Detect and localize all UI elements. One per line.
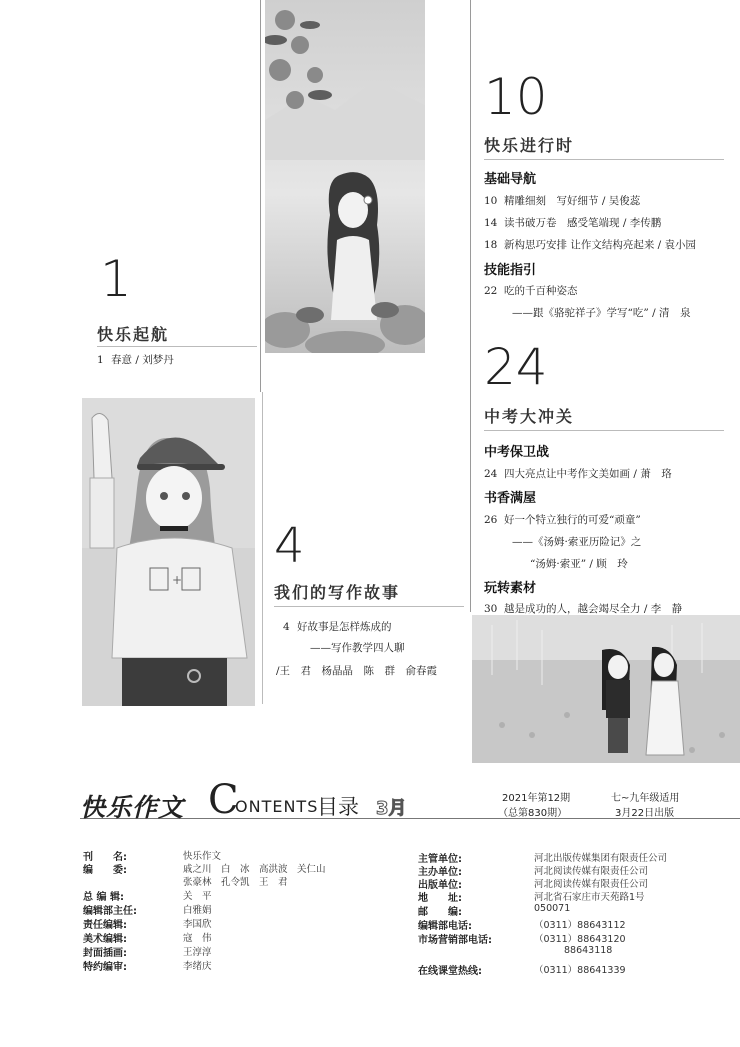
credit-value: 快乐作文 [183,851,222,862]
entry-title: 吃的千百种姿态 [504,285,578,297]
contents-big-c: C [208,777,239,823]
group-title-wanzhuansucai: 玩转素材 [484,581,537,596]
credit-label: 主办单位: [418,867,462,878]
credit-label: 编 委: [83,865,127,876]
credit-label: 刊 名: [83,852,127,863]
credit-label: 出版单位: [418,880,462,891]
section-4-entry[interactable] [283,619,392,634]
entry-page-number: 18 [484,239,498,251]
credit-value: 关 平 [183,891,212,902]
issue-number: 2021年第12期 [502,793,571,804]
credit-value: 河北出版传媒集团有限责任公司 [534,853,668,864]
toc-entry[interactable] [484,512,641,527]
entry-page-number: 24 [484,468,498,480]
toc-entry[interactable] [484,193,640,208]
credit-value: 河北阅读传媒有限责任公司 [534,879,649,890]
credit-label: 地 址: [418,893,462,904]
credit-value: 李国欣 [183,919,212,930]
credit-value: 张豪林 孔令凯 王 君 [183,877,288,888]
credit-label: 邮 编: [418,907,462,918]
credit-label: 封面插画: [83,948,127,959]
toc-entry-subtitle: ——《汤姆·索亚历险记》之 [512,536,642,548]
section-1-entry[interactable] [97,352,174,367]
entry-page-number: 4 [283,621,290,633]
entry-title: 越是成功的人，越会竭尽全力 / 李 静 [504,603,683,615]
credit-label: 主管单位: [418,854,462,865]
toc-entry[interactable] [484,215,661,230]
credit-value: 河北阅读传媒有限责任公司 [534,866,649,877]
section-4-number: 4 [274,518,305,574]
entry-title: 新构思巧安排 让作文结构亮起来 / 袁小园 [504,239,697,251]
credit-value: 寇 伟 [183,933,212,944]
credit-label: 责任编辑: [83,920,127,931]
group-title-jinengzhiyin: 技能指引 [484,263,537,278]
entry-title: 好故事是怎样炼成的 [297,621,392,633]
month-label: 3月 [376,798,407,819]
credit-label: 美术编辑: [83,934,127,945]
entry-title: 精雕细刻 写好细节 / 吴俊蕊 [504,195,641,207]
section-4-title: 我们的写作故事 [274,583,401,602]
section-10-number: 10 [484,68,548,126]
entry-page-number: 26 [484,514,498,526]
credit-label: 编辑部主任: [83,906,137,917]
svg-text:+: + [172,573,183,587]
credit-value: （0311）88643112 [534,920,626,931]
mulu-label: 目录 [317,795,359,819]
two-girls-in-field-picture [472,615,740,763]
section-24-title: 中考大冲关 [484,407,575,426]
section-24-number: 24 [484,338,548,396]
credit-value: 李绪庆 [183,961,212,972]
bottom-illustration [472,615,740,763]
credit-label: 特约编审: [83,962,127,973]
section-4-rule [274,606,464,607]
girl-with-cap-picture [82,398,255,706]
section-4-entry-authors: /王 君 杨晶晶 陈 群 俞春霞 [276,665,438,677]
entry-page-number: 14 [484,217,498,229]
entry-title: 四大亮点让中考作文美如画 / 萧 珞 [504,468,672,480]
left-column-rule [260,0,261,392]
girl-with-flowers-picture [265,0,425,353]
group-title-shuxiangmanwu: 书香满屋 [484,491,537,506]
entry-title: 好一个特立独行的可爱“顽童” [504,514,641,526]
group-title-zhongkaobaoweizhan: 中考保卫战 [484,445,550,460]
credit-label: 编辑部电话: [418,921,472,932]
credit-value: 戚之川 白 冰 高洪波 关仁山 [183,864,326,875]
contents-label: ONTENTS [235,797,319,816]
section-1-rule [97,346,257,347]
toc-entry-subtitle: “汤姆·索亚” / 顾 玲 [530,558,628,570]
credit-value: 王淳淳 [183,947,212,958]
entry-page-number: 30 [484,603,498,615]
credit-value: 050071 [534,903,571,914]
credit-value: 白雅娟 [183,905,212,916]
credit-value: （0311）88641339 [534,965,626,976]
section-10-rule [484,159,724,160]
group-title-jichudaohang: 基础导航 [484,172,537,187]
credit-label: 总 编 辑: [83,892,124,903]
credit-value: （0311）88643120 [534,934,626,945]
section-1-number: 1 [100,250,132,308]
left-illustration [82,398,255,706]
section-10-title: 快乐进行时 [484,136,575,155]
grade-range: 七~九年级适用 [611,793,680,804]
credit-value: 88643118 [564,945,613,956]
credit-value: 河北省石家庄市天苑路1号 [534,892,645,903]
entry-page-number: 10 [484,195,498,207]
center-column-rule [470,0,471,612]
section-24-rule [484,430,724,431]
entry-title: 读书破万卷 感受笔端现 / 李传鹏 [504,217,662,229]
toc-entry-subtitle: ——跟《骆驼祥子》学写“吃” / 清 泉 [512,307,691,319]
credit-label: 在线课堂热线: [418,966,482,977]
magazine-logo: 快乐作文 [80,793,185,822]
issue-total: （总第830期） [498,808,568,819]
toc-entry[interactable] [484,283,578,298]
masthead [80,777,740,823]
top-illustration [265,0,425,353]
toc-entry[interactable] [484,466,672,481]
entry-page-number: 1 [97,354,104,366]
section-4-entry-subtitle: ——写作教学四人聊 [310,642,405,654]
entry-page-number: 22 [484,285,498,297]
publish-date: 3月22日出版 [615,808,675,819]
center-lower-rule [262,392,263,704]
entry-title: 春意 / 刘梦丹 [111,354,174,366]
section-1-title: 快乐起航 [97,325,170,344]
credit-label: 市场营销部电话: [418,935,492,946]
toc-entry[interactable] [484,601,682,616]
toc-entry[interactable] [484,237,696,252]
